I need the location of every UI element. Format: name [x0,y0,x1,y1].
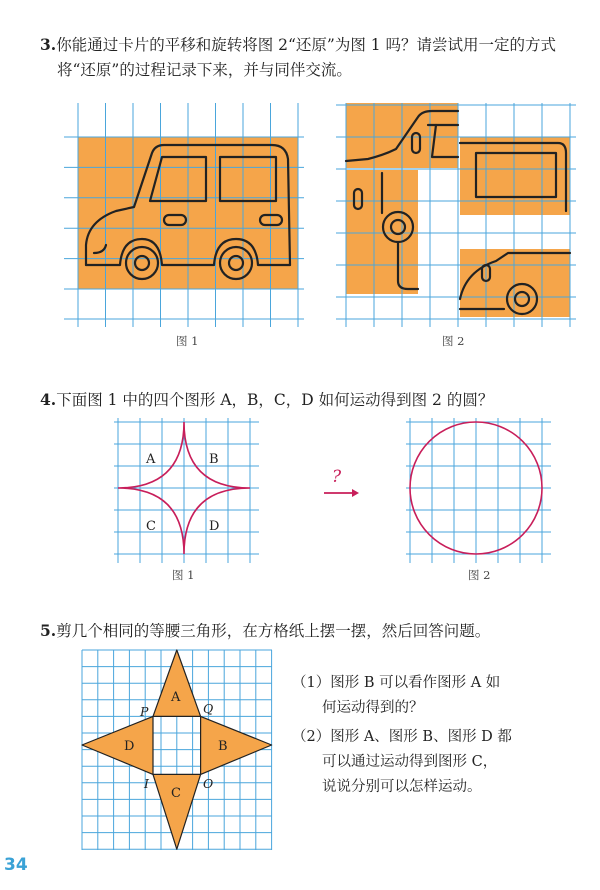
q4-number: 4. [40,390,57,409]
q3-figure2-pieces [336,103,576,328]
q3-fig1-caption: 图 1 [176,334,199,348]
q3-line2: 将“还原”的过程记录下来，并与同伴交流。 [57,61,352,79]
q5-label-c: C [171,786,181,801]
q3-fig2-caption: 图 2 [442,334,465,348]
q4-label-b: B [209,452,219,467]
q5-point-o: O [203,776,214,791]
q4-label-a: A [146,452,156,467]
q4-figure1-four-shapes [114,418,259,563]
q4-label-c: C [146,519,156,534]
q5-point-p: P [140,704,149,719]
q5-label-d: D [124,739,135,754]
page-number: 34 [4,855,28,875]
q5-sub2-line2: 可以通过运动得到图形 C， [322,754,498,770]
q3-number: 3. [40,35,57,54]
q4-fig1-caption: 图 1 [172,568,195,582]
q5-line: 5.剪几个相同的等腰三角形，在方格纸上摆一摆，然后回答问题。 [40,621,491,640]
q5-sub1-line1: （1）图形 B 可以看作图形 A 如 [292,675,501,691]
q4-arrow-question-mark: ? [332,467,342,487]
q5-point-q: Q [203,701,214,716]
q5-sub2-line3: 说说分别可以怎样运动。 [322,779,482,795]
q3-figure1-car [64,103,304,328]
q4-fig2-caption: 图 2 [468,568,491,582]
q4-line: 4.下面图 1 中的四个图形 A，B，C，D 如何运动得到图 2 的圆？ [40,390,494,409]
q4-label-d: D [209,519,220,534]
q5-label-b: B [218,739,228,754]
q5-point-i: I [144,776,149,791]
q5-sub2-line1: （2）图形 A、图形 B、图形 D 都 [292,729,512,745]
q4-transform-arrow [322,466,362,506]
q5-sub1-line2: 何运动得到的？ [322,700,424,716]
q5-label-a: A [171,690,181,705]
q5-triangle-figure [82,650,272,850]
q5-number: 5. [40,621,57,640]
q3-line1: 3.你能通过卡片的平移和旋转将图 2“还原”为图 1 吗？请尝试用一定的方式 [40,35,557,54]
q4-figure2-circle [406,418,551,563]
